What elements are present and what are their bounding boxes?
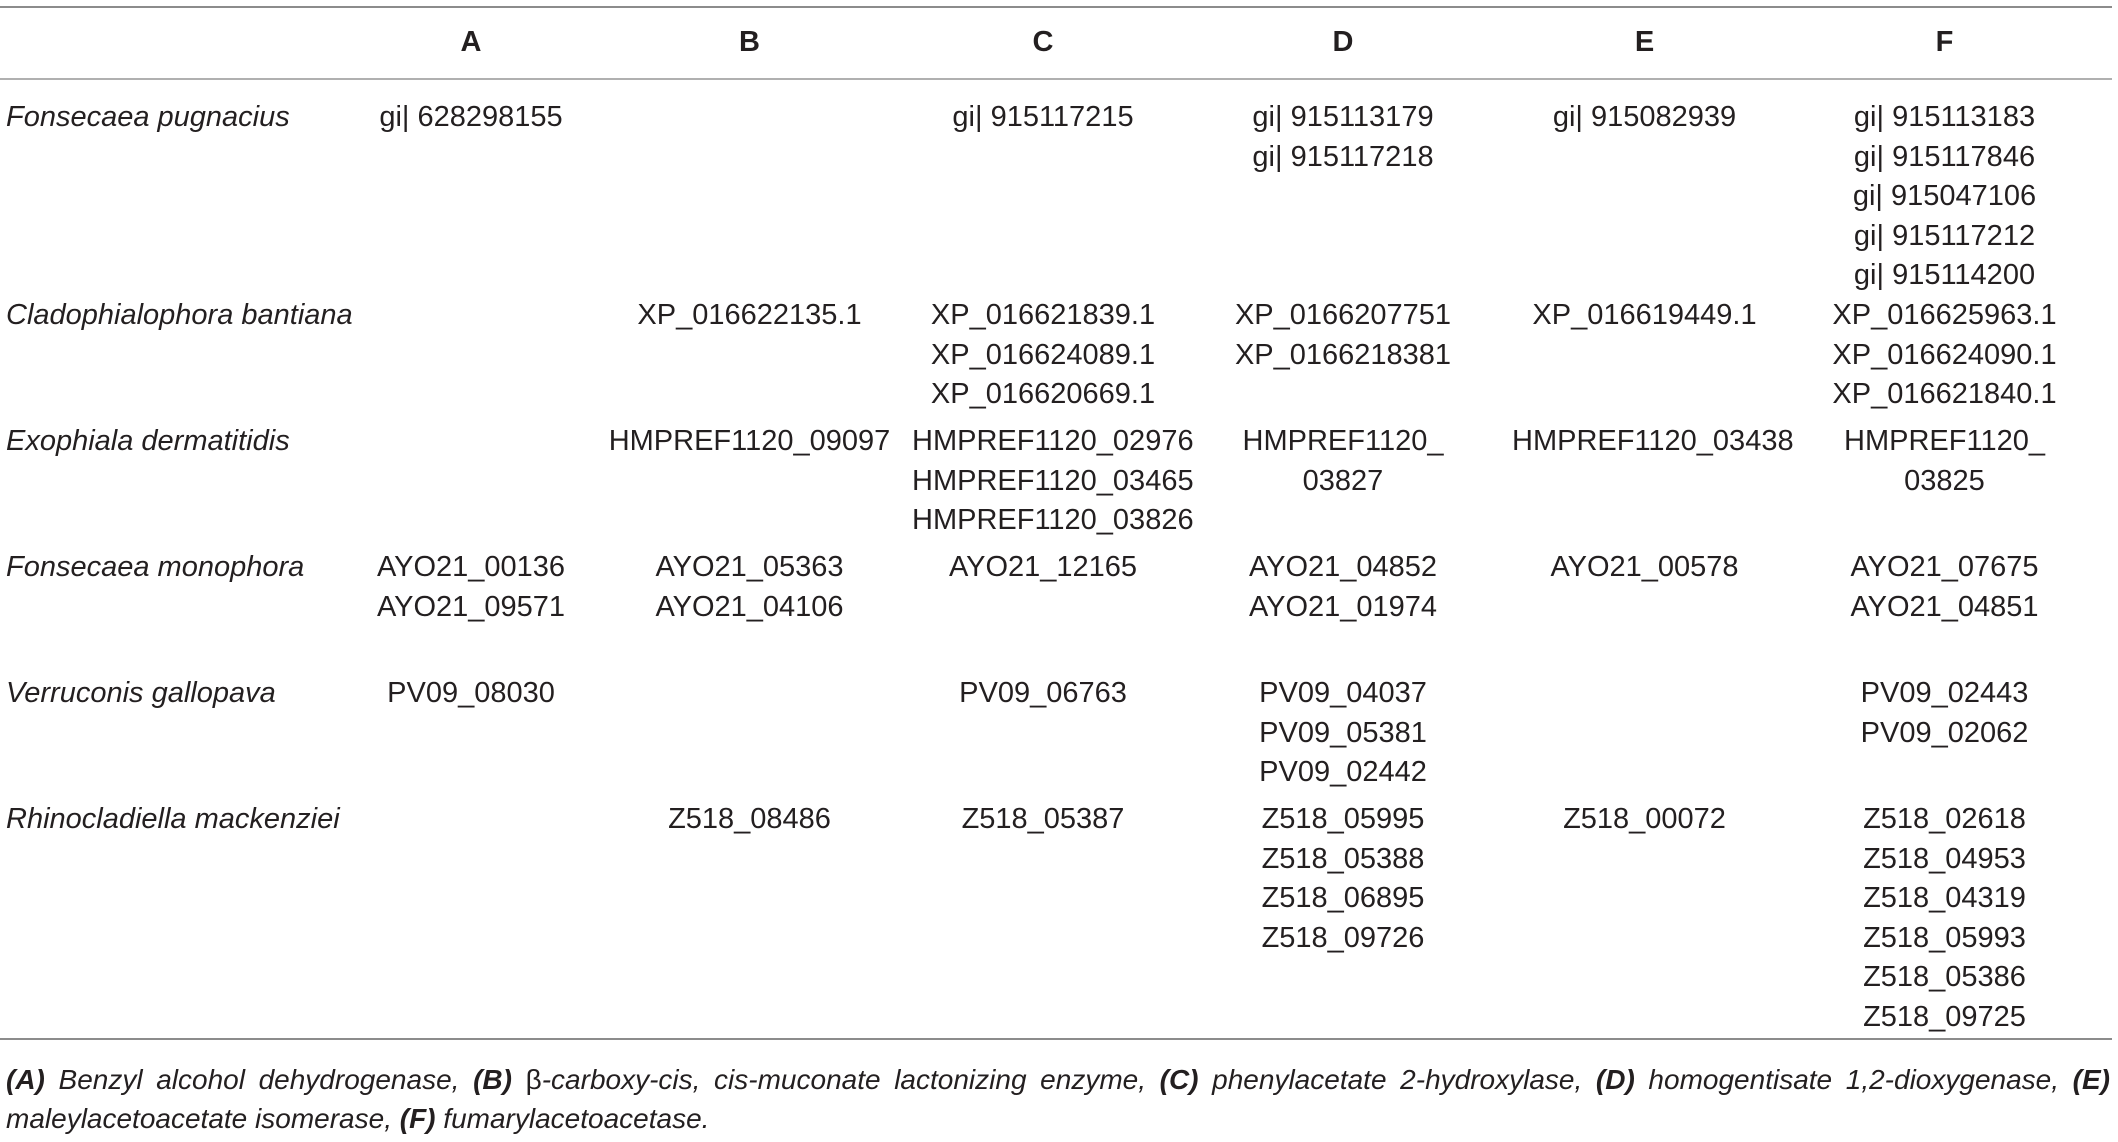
gene-cell-f bbox=[1777, 422, 2112, 548]
table-row bbox=[0, 79, 2112, 296]
gene-id: AYO21_00136 bbox=[376, 550, 566, 583]
gene-cell-d bbox=[1174, 296, 1512, 422]
gene-id: gi| 915047106 bbox=[1852, 180, 2037, 213]
gene-id: Z518_02618 bbox=[1863, 802, 2026, 835]
gene-id: XP_016622135.1 bbox=[637, 298, 862, 331]
species-name: Rhinocladiella mackenziei bbox=[6, 802, 340, 835]
gene-id: Z518_06895 bbox=[1261, 882, 1425, 915]
table-row bbox=[0, 548, 2112, 674]
gene-id: Z518_04319 bbox=[1863, 882, 2026, 915]
gene-id: AYO21_09571 bbox=[376, 590, 566, 623]
gene-id: gi| 915113179 bbox=[1252, 101, 1434, 133]
gene-id: PV09_05381 bbox=[1259, 716, 1427, 749]
gene-id: XP_016624090.1 bbox=[1832, 338, 2057, 371]
gene-id: XP_0166218381 bbox=[1234, 338, 1452, 371]
footnote-label-f: (F) bbox=[399, 1103, 436, 1134]
gene-cell-b bbox=[587, 800, 912, 1039]
gene-cell-c bbox=[912, 79, 1174, 296]
gene-id: 03827 bbox=[1302, 464, 1384, 497]
gene-cell-a bbox=[355, 800, 587, 1039]
gene-cell-b bbox=[587, 422, 912, 548]
header-cell-d: D bbox=[1174, 7, 1512, 79]
gene-id: HMPREF1120_03826 bbox=[912, 504, 1194, 537]
gene-id: gi| 628298155 bbox=[379, 101, 563, 133]
gene-id: gi| 915117215 bbox=[952, 101, 1134, 133]
gene-cell-d bbox=[1174, 79, 1512, 296]
gene-cell-e bbox=[1512, 800, 1777, 1039]
gene-cell-e bbox=[1512, 422, 1794, 548]
gene-cell-a bbox=[355, 422, 587, 548]
gene-cell-e bbox=[1512, 674, 1777, 800]
gene-cell-d bbox=[1174, 548, 1512, 674]
table-header bbox=[0, 7, 2112, 79]
species-name: Exophiala dermatitidis bbox=[6, 424, 290, 457]
gene-cell-b bbox=[587, 548, 912, 674]
gene-id: Z518_09725 bbox=[1863, 1000, 2026, 1033]
gene-id: XP_016624089.1 bbox=[930, 338, 1156, 371]
gene-id: PV09_04037 bbox=[1259, 676, 1427, 709]
gene-id: HMPREF1120_09097 bbox=[608, 424, 891, 457]
table-row bbox=[0, 296, 2112, 422]
footnote-label-e: (E) bbox=[2072, 1064, 2110, 1095]
gene-id: PV09_02062 bbox=[1860, 716, 2029, 749]
gene-id: AYO21_12165 bbox=[948, 550, 1138, 583]
gene-cell-f bbox=[1777, 674, 2112, 800]
gene-cell-f bbox=[1777, 296, 2112, 422]
footnote-label-b: (B) bbox=[473, 1064, 512, 1095]
gene-cell-f bbox=[1777, 79, 2112, 296]
footnote-text-a: Benzyl alcohol dehydrogenase, bbox=[44, 1064, 474, 1095]
gene-id: AYO21_01974 bbox=[1248, 590, 1438, 623]
gene-id: AYO21_04852 bbox=[1248, 550, 1438, 583]
gene-id: Z518_04953 bbox=[1863, 842, 2026, 875]
gene-cell-a bbox=[355, 548, 587, 674]
gene-cell-a bbox=[355, 674, 587, 800]
gene-cell-c bbox=[912, 548, 1174, 674]
footnote-text-f: fumarylacetoacetase. bbox=[435, 1103, 710, 1134]
gene-id: gi| 915114200 bbox=[1853, 259, 2036, 292]
gene-table bbox=[0, 6, 2112, 1040]
gene-cell-e bbox=[1512, 79, 1777, 296]
gene-id: HMPREF1120_03465 bbox=[912, 464, 1194, 497]
table-row bbox=[0, 674, 2112, 800]
gene-cell-d bbox=[1174, 800, 1512, 1039]
gene-id: XP_0166207751 bbox=[1234, 298, 1452, 331]
footnote-text-c: phenylacetate 2-hydroxylase, bbox=[1198, 1064, 1596, 1095]
gene-id: Z518_00072 bbox=[1563, 802, 1726, 835]
gene-cell-b bbox=[587, 296, 912, 422]
gene-id: PV09_06763 bbox=[959, 676, 1127, 709]
gene-id: AYO21_07675 bbox=[1850, 550, 2039, 583]
footnote-text-d: homogentisate 1,2-dioxygenase, bbox=[1634, 1064, 2073, 1095]
gene-cell-b bbox=[587, 79, 912, 296]
gene-id: 03825 bbox=[1904, 464, 1985, 497]
header-row bbox=[0, 7, 2112, 79]
species-name: Verruconis gallopava bbox=[6, 676, 276, 709]
gene-cell-d bbox=[1174, 674, 1512, 800]
table-body bbox=[0, 79, 2112, 1039]
gene-id: Z518_08486 bbox=[668, 802, 831, 835]
table-row bbox=[0, 422, 2112, 548]
table-footnote bbox=[6, 1060, 2110, 1138]
gene-id: XP_016621840.1 bbox=[1832, 378, 2057, 411]
gene-id: Z518_05995 bbox=[1261, 802, 1425, 835]
gene-id: gi| 915082939 bbox=[1552, 101, 1737, 133]
footnote-text-b: -carboxy-cis, cis-muconate lactonizing enzyme, bbox=[541, 1064, 1160, 1095]
gene-id: HMPREF1120_ bbox=[1242, 424, 1444, 457]
gene-cell-d bbox=[1174, 422, 1512, 548]
gene-id: gi| 915117218 bbox=[1252, 140, 1434, 173]
gene-id: Z518_09726 bbox=[1261, 921, 1425, 954]
gene-id: AYO21_05363 bbox=[655, 550, 844, 583]
gene-id: PV09_02442 bbox=[1259, 756, 1427, 789]
gene-id: AYO21_04106 bbox=[655, 590, 844, 623]
table-row bbox=[0, 800, 2112, 1039]
gene-cell-c bbox=[912, 422, 1194, 548]
gene-id: HMPREF1120_03438 bbox=[1512, 424, 1794, 457]
gene-id: HMPREF1120_ bbox=[1844, 424, 2045, 457]
gene-cell-c bbox=[912, 674, 1174, 800]
gene-id: Z518_05387 bbox=[961, 802, 1125, 835]
gene-id: gi| 915113183 bbox=[1853, 101, 2036, 133]
footnote-label-a: (A) bbox=[6, 1064, 45, 1095]
gene-id: gi| 915117846 bbox=[1853, 140, 2036, 173]
gene-cell-a bbox=[355, 296, 587, 422]
gene-id: Z518_05386 bbox=[1863, 961, 2026, 994]
species-name: Fonsecaea pugnacius bbox=[6, 101, 290, 133]
gene-id: PV09_08030 bbox=[387, 676, 555, 709]
header-cell-a: A bbox=[355, 7, 587, 79]
footnote-label-d: (D) bbox=[1595, 1064, 1635, 1095]
header-cell-b: B bbox=[587, 7, 912, 79]
header-cell-e: E bbox=[1512, 7, 1777, 79]
gene-id: HMPREF1120_02976 bbox=[912, 424, 1194, 457]
header-cell-c: C bbox=[912, 7, 1174, 79]
gene-cell-b bbox=[587, 674, 912, 800]
gene-id: XP_016621839.1 bbox=[930, 298, 1156, 331]
gene-id: AYO21_00578 bbox=[1550, 550, 1739, 583]
gene-id: gi| 915117212 bbox=[1853, 219, 2036, 252]
gene-id: Z518_05993 bbox=[1863, 921, 2026, 954]
gene-cell-f bbox=[1777, 548, 2112, 674]
header-cell-f: F bbox=[1777, 7, 2112, 79]
gene-cell-c bbox=[912, 800, 1174, 1039]
gene-id: XP_016619449.1 bbox=[1532, 298, 1757, 331]
gene-cell-f bbox=[1777, 800, 2112, 1039]
gene-id: Z518_05388 bbox=[1261, 842, 1425, 875]
footnote-label-c: (C) bbox=[1159, 1064, 1199, 1095]
gene-id: XP_016625963.1 bbox=[1832, 298, 2057, 331]
gene-cell-a bbox=[355, 79, 587, 296]
gene-cell-e bbox=[1512, 548, 1777, 674]
footnote-text-e: maleylacetoacetate isomerase, bbox=[6, 1103, 400, 1134]
species-name: Cladophialophora bantiana bbox=[6, 298, 353, 331]
header-cell-species bbox=[0, 7, 355, 79]
gene-cell-e bbox=[1512, 296, 1777, 422]
species-name: Fonsecaea monophora bbox=[6, 550, 305, 583]
footnote-greek-beta: β bbox=[511, 1064, 542, 1095]
gene-cell-c bbox=[912, 296, 1174, 422]
gene-id: PV09_02443 bbox=[1860, 676, 2029, 709]
gene-id: AYO21_04851 bbox=[1850, 590, 2039, 623]
gene-id: XP_016620669.1 bbox=[930, 378, 1156, 411]
